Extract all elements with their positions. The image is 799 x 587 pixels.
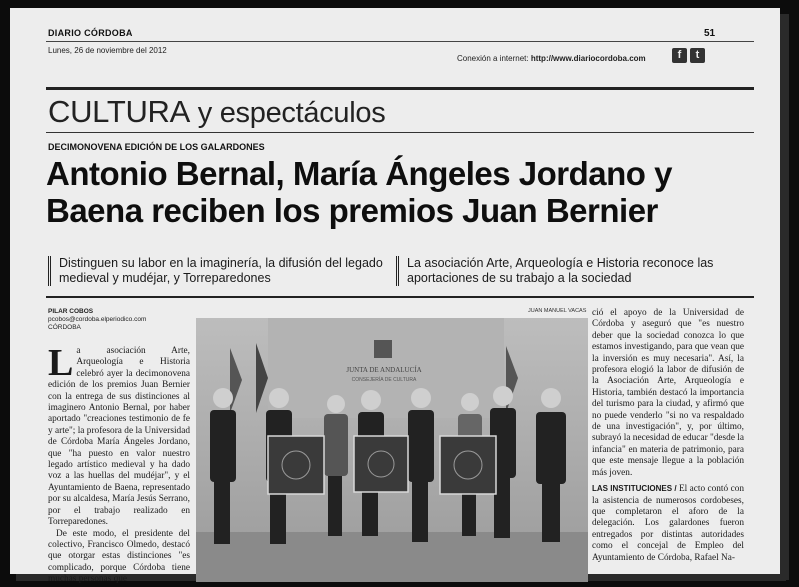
section-rule-top (46, 87, 754, 90)
byline (48, 308, 146, 332)
section-rest: y espectáculos (190, 97, 386, 129)
masthead-title: DIARIO CÓRDOBA (48, 28, 133, 38)
masthead-rule (46, 41, 754, 42)
page-number: 51 (704, 28, 716, 39)
section-rule-bottom (46, 132, 754, 133)
col3-lead: LAS INSTITUCIONES / (592, 484, 679, 494)
drop-cap: L (48, 342, 74, 384)
col3-text: El acto contó con la asistencia de numerosos cordobeses, que completaron el aforo de la delegación. Los galardones fueron entregados por distintas autoridades como el concejal de Empleo del Ayuntamiento de Córdoba, Rafael Na- (592, 484, 744, 563)
kicker: DECIMONOVENA EDICIÓN DE LOS GALARDONES (48, 142, 265, 152)
award-photo (196, 318, 588, 582)
photo-credit: JUAN MANUEL VACAS (528, 308, 587, 314)
dateline: Lunes, 26 de noviembre del 2012 (48, 46, 167, 55)
social-icons (672, 48, 705, 63)
newspaper-page (10, 8, 780, 585)
section-title (48, 94, 385, 130)
section-main: CULTURA (48, 94, 191, 129)
internet-connect (457, 54, 646, 63)
col1-paragraph-1: a asociación Arte, Arqueología e Historia celebró ayer la decimonovena edición de los premios Juan Bernier con la entrega de sus distinciones al imaginero Antonio Bernal, por haber aportado "creaciones testimonio de fe y arte"; la profesora de la Universidad de Córdoba María Ángeles Jordano, que "ha puesto en valor nuestro legado artístico medieval y ha dado voz a las huellas del mudéjar", y el Ayuntamiento de Baena, representado por su alcaldesa, María Jesús Serrano, por el trabajo realizado en Torreparedones. (48, 346, 190, 528)
byline-email: pcobos@cordoba.elperiodico.com (48, 316, 147, 323)
col3-paragraph-1: ció el apoyo de la Universidad de Córdoba y aseguró que "es nuestro deber que la sociedad conozca lo que estamos investigando, para que vean que la inversión es muy necesaria". Así, la profesora elogió la labor de difusión de la Asociación Arte, Arqueología e Historia, también destacó la importancia del turismo para la ciudad, y afirmó que no puede venderlo "si no va respaldado de una investigación", y, por último, subrayó la necesidad de educar "desde la infancia" en materia de patrimonio, para que este mensaje llegue a la población más joven. (592, 308, 744, 478)
backdrop-line-2: CONSEJERÍA DE CULTURA (351, 377, 417, 383)
article-column-3 (592, 308, 744, 564)
article-column-1 (48, 342, 190, 586)
byline-city: CÓRDOBA (48, 324, 81, 331)
subheadline-left: Distinguen su labor en la imaginería, la difusión del legado medieval y mudéjar, y Torreparedones (48, 256, 389, 286)
headline (46, 155, 766, 229)
backdrop-line-1: JUNTA DE ANDALUCÍA (346, 366, 422, 374)
subheadline-right: La asociación Arte, Arqueología e Historia reconoce las aportaciones de su trabajo a la sociedad (396, 256, 757, 286)
article-rule (46, 296, 754, 298)
connect-label: Conexión a internet: (457, 54, 529, 63)
headline-line-2: Baena reciben los premios Juan Bernier (46, 192, 658, 229)
connect-url[interactable]: http://www.diariocordoba.com (530, 54, 646, 63)
col1-paragraph-2: De este modo, el presidente del colectivo, Francisco Olmedo, destacó que otorgar estas distinciones "es complicado, porque Córdoba tiene muchas personas que (48, 528, 190, 585)
twitter-icon[interactable]: t (690, 48, 705, 63)
headline-line-1: Antonio Bernal, María Ángeles Jordano y (46, 155, 672, 192)
col3-paragraph-2 (592, 483, 744, 564)
facebook-icon[interactable]: f (672, 48, 687, 63)
page-shadow-right (780, 14, 789, 580)
byline-author: PILAR COBOS (48, 308, 94, 315)
